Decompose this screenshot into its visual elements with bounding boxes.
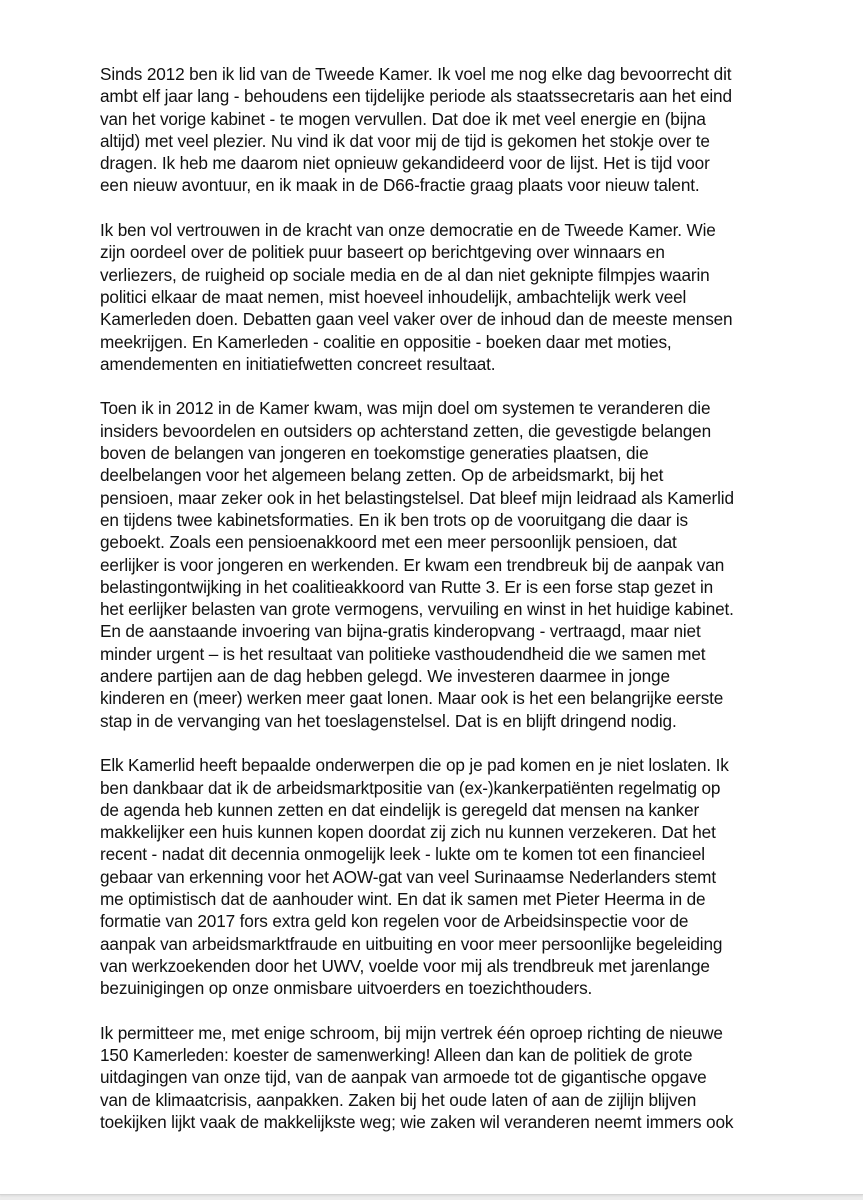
text-line: altijd) met veel plezier. Nu vind ik dat voor mij de tijd is gekomen het stokje over te xyxy=(100,130,710,151)
document-body xyxy=(100,63,772,1156)
text-line: minder urgent – is het resultaat van politieke vasthoudendheid die we samen met xyxy=(100,643,706,664)
text-line: uitdagingen van onze tijd, van de aanpak van armoede tot de gigantische opgave xyxy=(100,1067,707,1088)
text-line: eerlijker is voor jongeren en werkenden. Er kwam een trendbreuk bij de aanpak van xyxy=(100,554,725,575)
text-line: kinderen en (meer) werken meer gaat lonen. Maar ook is het een belangrijke eerste xyxy=(100,688,724,709)
text-line: van de klimaatcrisis, aanpakken. Zaken bij het oude laten of aan de zijlijn blijven xyxy=(100,1089,697,1110)
text-line: me optimistisch dat de aanhouder wint. En dat ik samen met Pieter Heerma in de xyxy=(100,888,706,909)
text-line: Elk Kamerlid heeft bepaalde onderwerpen die op je pad komen en je niet loslaten. Ik xyxy=(100,755,729,776)
text-line: En de aanstaande invoering van bijna-gratis kinderopvang - vertraagd, maar niet xyxy=(100,621,701,642)
text-line: bezuinigingen op onze onmisbare uitvoerders en toezichthouders. xyxy=(100,978,593,999)
text-line: Sinds 2012 ben ik lid van de Tweede Kamer. Ik voel me nog elke dag bevoorrecht dit xyxy=(100,64,732,84)
text-line: belastingontwijking in het coalitieakkoord van Rutte 3. Er is een forse stap gezet in xyxy=(100,576,714,597)
paragraph xyxy=(100,1022,772,1133)
text-line: zijn oordeel over de politiek puur baseert op berichtgeving over winnaars en xyxy=(100,242,665,263)
text-line: Ik ben vol vertrouwen in de kracht van onze democratie en de Tweede Kamer. Wie xyxy=(100,220,716,241)
text-line: boven de belangen van jongeren en toekomstige generaties plaatsen, die xyxy=(100,443,649,464)
text-line: pensioen, maar zeker ook in het belastingstelsel. Dat bleef mijn leidraad als Kamerlid xyxy=(100,487,734,508)
text-line: een nieuw avontuur, en ik maak in de D66-fractie graag plaats voor nieuw talent. xyxy=(100,175,700,196)
text-line: deelbelangen voor het algemeen belang zetten. Op de arbeidsmarkt, bij het xyxy=(100,465,664,486)
text-line: aanpak van arbeidsmarktfraude en uitbuiting en voor meer persoonlijke begeleiding xyxy=(100,933,723,954)
text-line: meekrijgen. En Kamerleden - coalitie en oppositie - boeken daar met moties, xyxy=(100,331,672,352)
paragraph xyxy=(100,397,772,731)
text-line: recent - nadat dit decennia onmogelijk leek - lukte om te komen tot een financieel xyxy=(100,844,705,865)
text-line: makkelijker een huis kunnen kopen doordat zij zich nu kunnen verzekeren. Dat het xyxy=(100,822,716,843)
text-line: dragen. Ik heb me daarom niet opnieuw gekandideerd voor de lijst. Het is tijd voor xyxy=(100,153,710,174)
text-line: ben dankbaar dat ik de arbeidsmarktpositie van (ex-)kankerpatiënten regelmatig op xyxy=(100,777,721,798)
text-line: verliezers, de ruigheid op sociale media en de al dan niet geknipte filmpjes waarin xyxy=(100,264,710,285)
text-line: insiders bevoordelen en outsiders op achterstand zetten, die gevestigde belangen xyxy=(100,420,711,441)
text-line: de agenda heb kunnen zetten en dat eindelijk is geregeld dat mensen na kanker xyxy=(100,799,700,820)
text-line: amendementen en initiatiefwetten concreet resultaat. xyxy=(100,353,496,374)
paragraph xyxy=(100,63,772,197)
text-line: van werkzoekenden door het UWV, voelde voor mij als trendbreuk met jarenlange xyxy=(100,955,710,976)
text-line: gebaar van erkenning voor het AOW-gat van veel Surinaamse Nederlanders stemt xyxy=(100,866,716,887)
text-line: andere partijen aan de dag hebben gelegd. We investeren daarmee in jonge xyxy=(100,666,670,687)
text-line: toekijken lijkt vaak de makkelijkste weg; wie zaken wil veranderen neemt immers ook xyxy=(100,1111,734,1132)
text-line: geboekt. Zoals een pensioenakkoord met een meer persoonlijk pensioen, dat xyxy=(100,532,677,553)
text-line: Ik permitteer me, met enige schroom, bij mijn vertrek één oproep richting de nieuwe xyxy=(100,1022,723,1043)
paragraph xyxy=(100,754,772,999)
text-line: politici elkaar de maat nemen, mist hoeveel inhoudelijk, ambachtelijk werk veel xyxy=(100,286,687,307)
text-line: en tijdens twee kabinetsformaties. En ik ben trots op de vooruitgang die daar is xyxy=(100,509,689,530)
text-line: stap in de vervanging van het toeslagenstelsel. Dat is en blijft dringend nodig. xyxy=(100,710,677,731)
paragraph xyxy=(100,219,772,375)
text-line: Kamerleden doen. Debatten gaan veel vaker over de inhoud dan de meeste mensen xyxy=(100,309,733,330)
text-line: ambt elf jaar lang - behoudens een tijdelijke periode als staatssecretaris aan het eind xyxy=(100,86,732,107)
text-line: van het vorige kabinet - te mogen vervullen. Dat doe ik met veel energie en (bijna xyxy=(100,108,706,129)
text-line: Toen ik in 2012 in de Kamer kwam, was mijn doel om systemen te veranderen die xyxy=(100,398,711,419)
text-line: het eerlijker belasten van grote vermogens, vervuiling en winst in het huidige kabinet. xyxy=(100,599,734,620)
text-line: formatie van 2017 fors extra geld kon regelen voor de Arbeidsinspectie voor de xyxy=(100,911,689,932)
text-line: 150 Kamerleden: koester de samenwerking! Alleen dan kan de politiek de grote xyxy=(100,1045,693,1066)
